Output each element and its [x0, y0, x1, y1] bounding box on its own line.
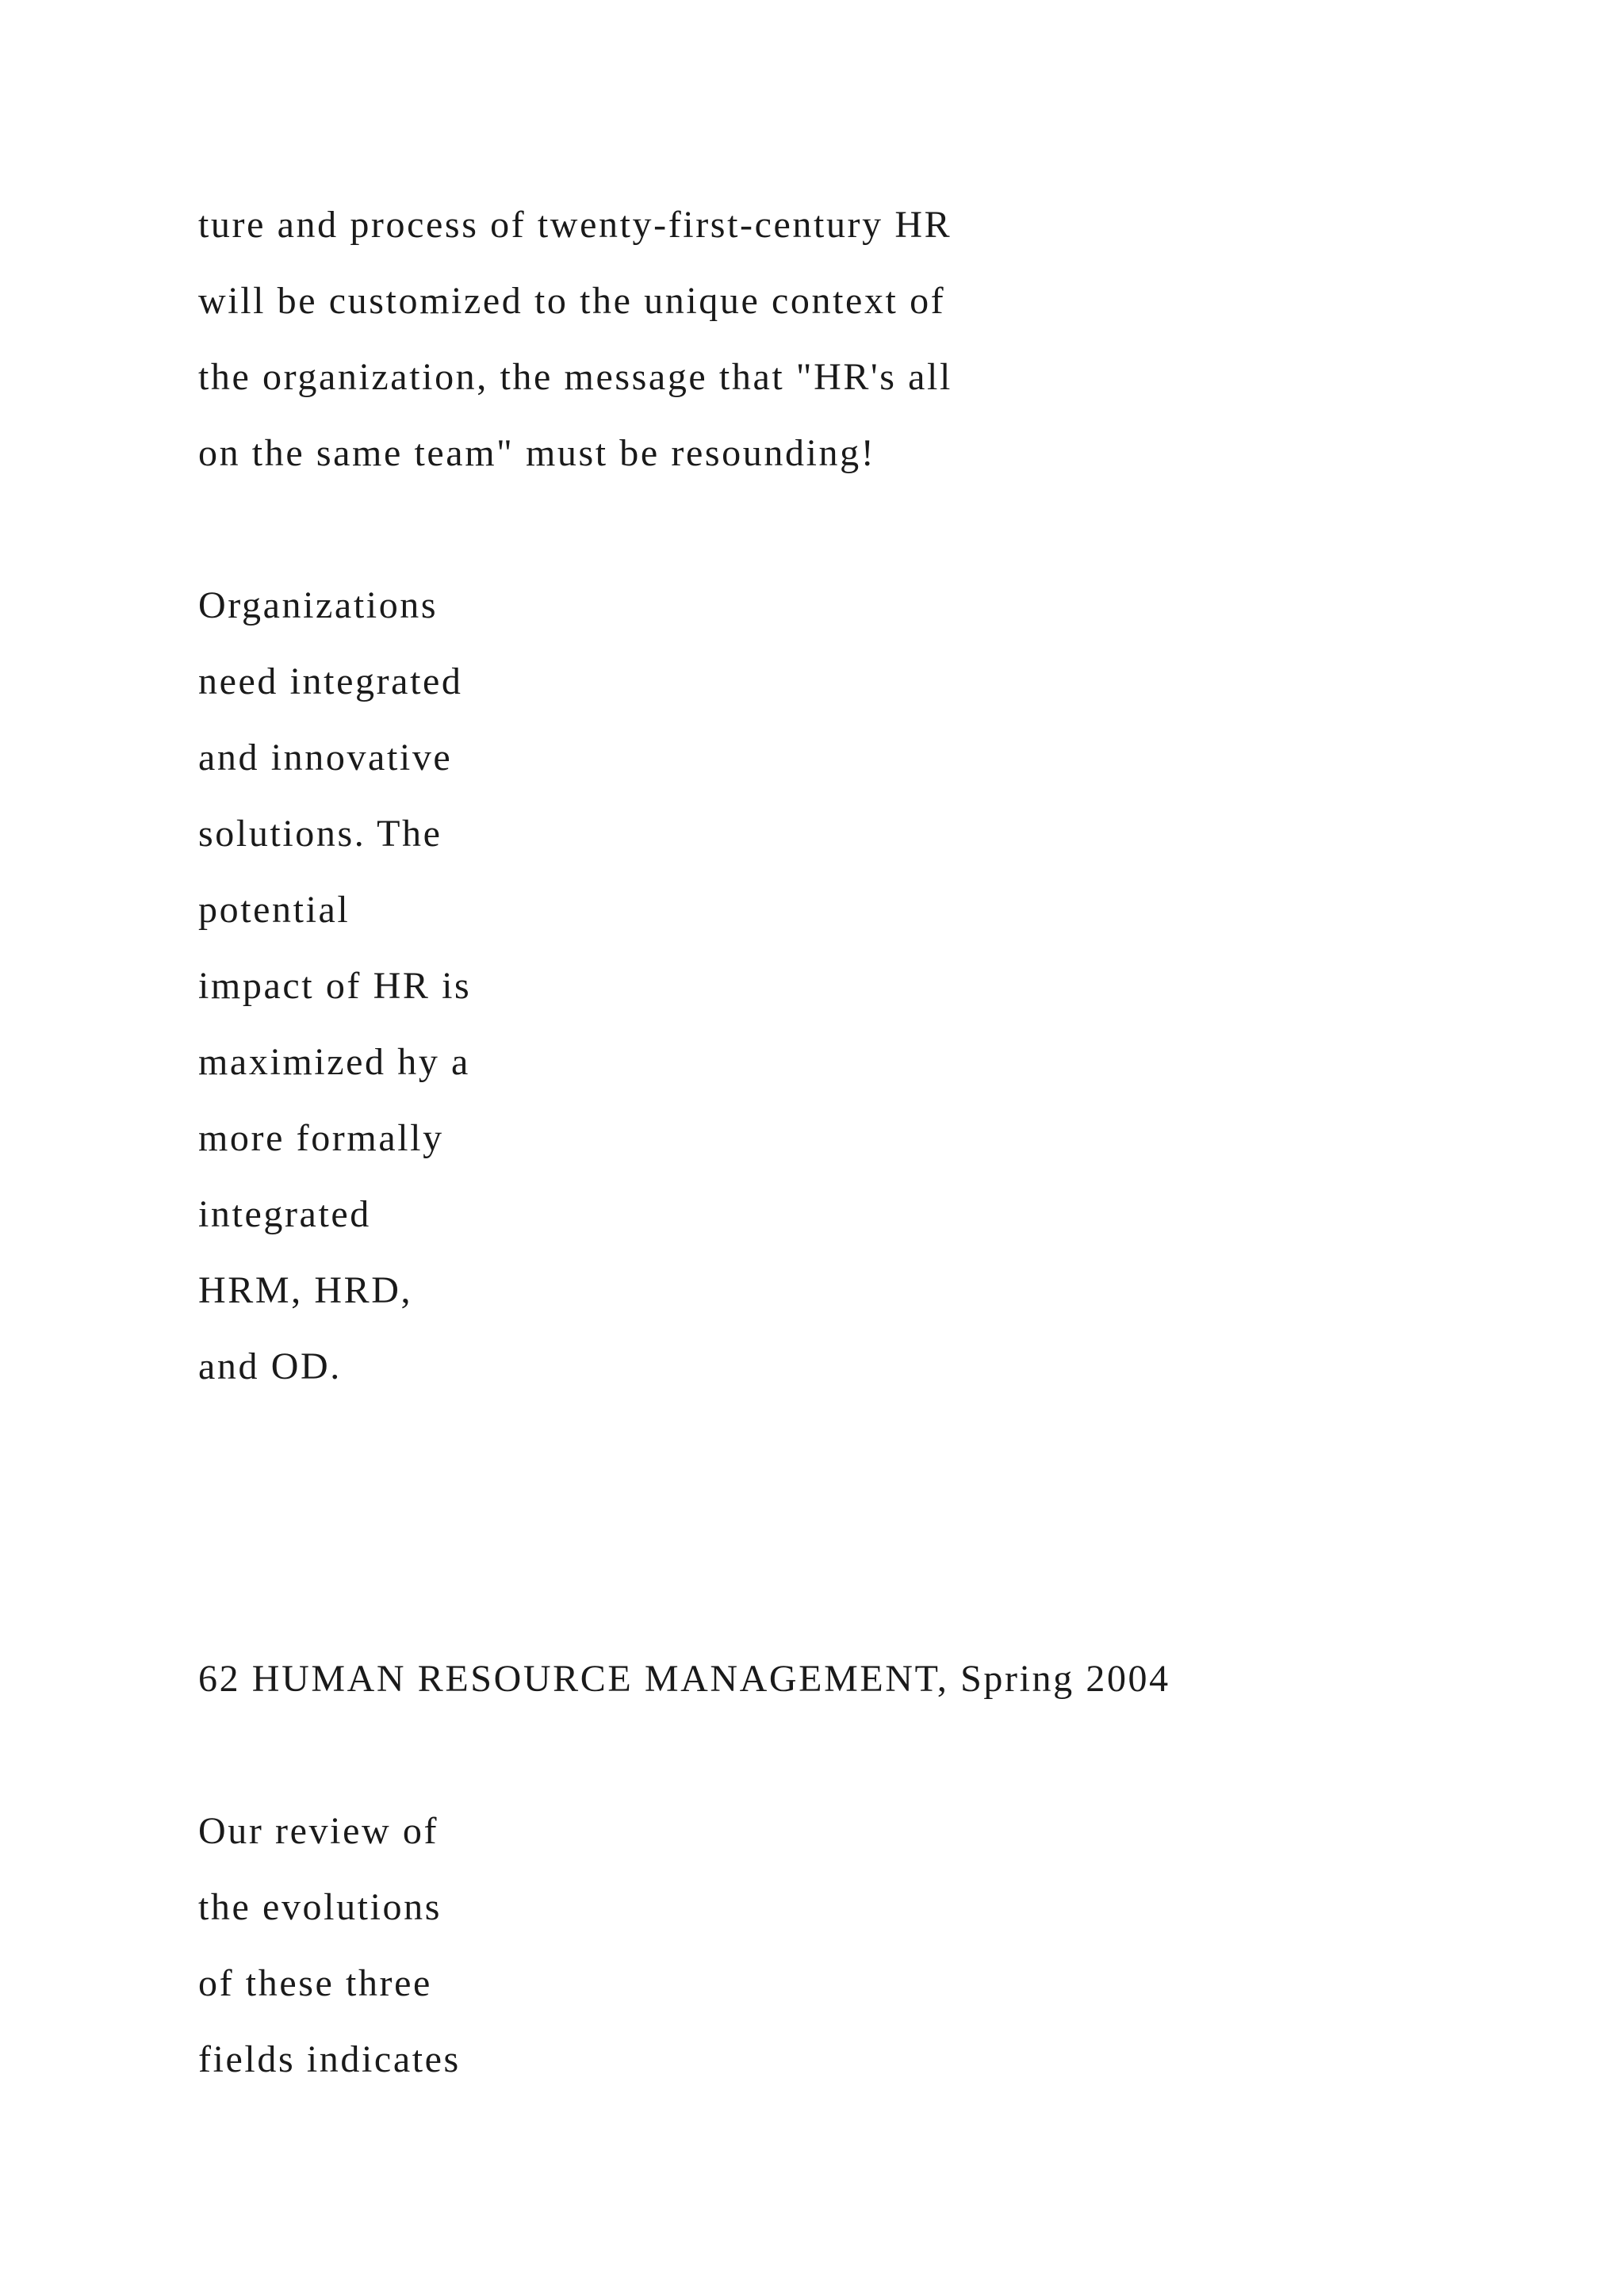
text-line: HRM, HRD, [198, 1269, 413, 1311]
text-line: solutions. The [198, 813, 442, 855]
text-line: potential [198, 889, 350, 931]
text-line: fields indicates [198, 2038, 461, 2080]
text-line: on the same team" must be resounding! [198, 432, 876, 474]
running-footer [198, 1641, 1170, 1717]
text-line: and OD. [198, 1345, 342, 1387]
body-paragraph [198, 187, 952, 492]
text-line: Our review of [198, 1810, 439, 1852]
text-line: more formally [198, 1117, 444, 1159]
pull-quote-paragraph [198, 568, 471, 1405]
footer-text: 62 HUMAN RESOURCE MANAGEMENT, Spring 2004 [198, 1658, 1170, 1700]
text-line: impact of HR is [198, 965, 472, 1007]
body-paragraph [198, 1793, 461, 2098]
text-line: Organizations [198, 584, 439, 626]
text-line: will be customized to the unique context of [198, 280, 946, 322]
text-line: need integrated [198, 660, 463, 702]
text-line: ture and process of twenty-first-century HR [198, 204, 952, 246]
text-line: integrated [198, 1193, 371, 1235]
text-line: the organization, the message that "HR's all [198, 356, 952, 398]
text-line: and innovative [198, 737, 453, 779]
text-line: the evolutions [198, 1886, 442, 1928]
text-line: of these three [198, 1962, 432, 2004]
text-line: maximized hy a [198, 1041, 470, 1083]
